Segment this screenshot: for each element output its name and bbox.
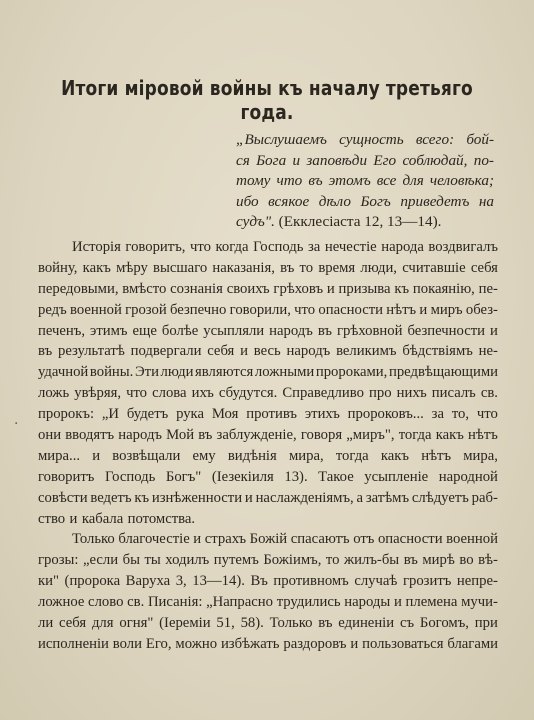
- paragraph-1: [38, 237, 498, 529]
- text-line: грозы: „если бы ты ходилъ путемъ Божiимъ, то жилъ-бы въ мирѣ во вѣ-: [38, 552, 498, 569]
- epigraph-line: „Выслушаемъ сущность всего: бой-: [236, 131, 494, 148]
- text-line: совѣсти ведетъ къ изнѣженности и наслажденiямъ, а затѣмъ слѣдуетъ раб-: [38, 489, 498, 506]
- text-line: ки" (пророка Варуха 3, 13—14). Въ противномъ случаѣ грозитъ непре-: [38, 573, 498, 590]
- epigraph-line: судъ".: [236, 213, 275, 230]
- margin-mark: ·: [14, 416, 19, 432]
- epigraph-line: тому что въ этомъ все для человѣка;: [236, 172, 494, 189]
- paragraph-2: [38, 529, 498, 654]
- text-line: ство и кабала потомства.: [38, 510, 196, 527]
- text-line: редъ военной грозой безпечно говорили, что опасности нѣтъ и миръ обез-: [38, 301, 498, 318]
- epigraph-reference: (Екклесiаста 12, 13—14).: [278, 213, 442, 230]
- epigraph-line: ся Бога и заповѣди Его соблюдай, по-: [236, 151, 494, 169]
- epigraph: [236, 130, 494, 233]
- text-line: мира... и возвѣщали ему видѣнiя мира, тогда какъ нѣтъ мира,: [38, 447, 498, 464]
- text-line: исполненiи воли Его, можно избѣжать раздоровъ и пользоваться благами: [38, 635, 498, 652]
- text-line: Исторiя говоритъ, что когда Господь за нечестiе народа воздвигалъ: [72, 239, 498, 255]
- body-text: [38, 237, 498, 655]
- text-line: пророкъ: „И будетъ рука Моя противъ этихъ пророковъ... за то, что: [38, 406, 498, 423]
- page-title: Итоги мiровой войны къ началу третьяго года.: [61, 76, 473, 124]
- text-line: Только благочестiе и страхъ Божiй спасаютъ отъ опасности военной: [72, 531, 498, 548]
- epigraph-last-line: [236, 212, 494, 233]
- text-line: говоритъ Господь Богъ" (Iезекiиля 13). Такое усыпленiе народной: [38, 468, 498, 485]
- text-line: передовыми, вмѣсто сознанiя своихъ грѣховъ и призыва къ покаянiю, пе-: [38, 280, 498, 297]
- text-line: удачной войны. Эти люди являются ложными пророками, предвѣщающими: [38, 364, 498, 381]
- text-line: войну, какъ мѣру высшаго наказанiя, въ то время люди, считавшiе себя: [38, 259, 498, 276]
- epigraph-line: ибо всякое дѣло Богъ приведетъ на: [236, 192, 494, 210]
- text-line: въ результатѣ подвергали себя и весь народъ великимъ бѣдствiямъ не-: [38, 343, 498, 360]
- text-line: ложь увѣряя, что слова ихъ сбудутся. Справедливо про нихъ писалъ св.: [38, 385, 498, 402]
- text-line: ложное слово св. Писанiя: „Напрасно трудились народы и племена мучи-: [38, 594, 498, 611]
- text-line: ли себя для огня" (Iеремiи 51, 58). Только въ единенiи съ Богомъ, при: [38, 615, 498, 632]
- text-line: печенъ, этимъ еще болѣе усыпляли народъ въ грѣховной безпечности и: [38, 322, 498, 339]
- text-line: они вводятъ народъ Мой въ заблужденiе, говоря „миръ", тогда какъ нѣтъ: [38, 427, 498, 444]
